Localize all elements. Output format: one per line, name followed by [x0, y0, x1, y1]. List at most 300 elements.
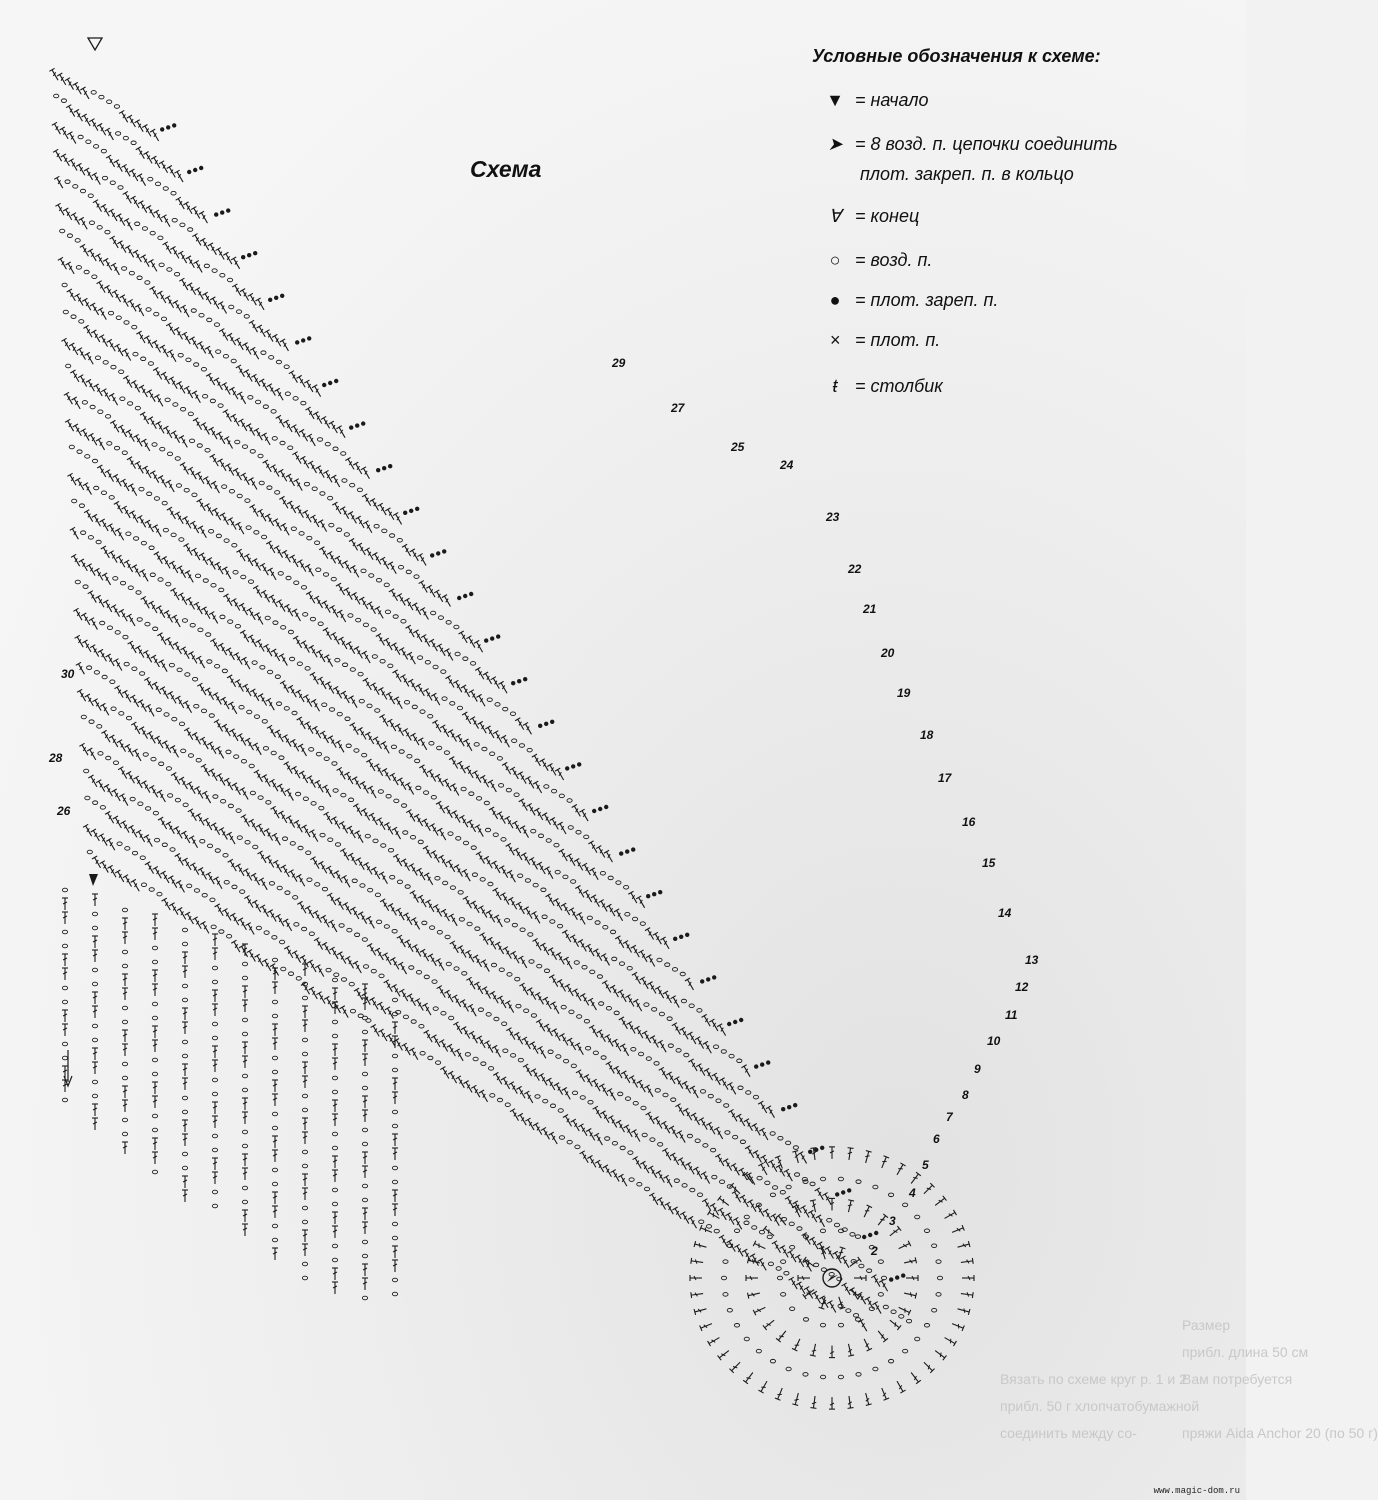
- stitch-chain: [332, 1034, 337, 1038]
- stitch-slip: [376, 468, 380, 472]
- stitch-chain: [152, 960, 157, 964]
- stitch-dc: [933, 1196, 946, 1208]
- stitch-chain: [859, 1264, 864, 1268]
- stitch-chain: [316, 568, 321, 572]
- stitch-chain: [92, 459, 97, 463]
- stitch-chain: [150, 573, 155, 577]
- stitch-chain: [559, 1136, 564, 1140]
- stitch-dc: [492, 1045, 503, 1058]
- stitch-chain: [838, 1177, 843, 1181]
- stitch-chain: [469, 792, 474, 796]
- stitch-chain: [778, 1136, 783, 1140]
- stitch-dc: [943, 1210, 956, 1221]
- stitch-chain: [150, 231, 155, 235]
- legend-sc: [820, 330, 940, 351]
- stitch-dc: [354, 831, 365, 844]
- stitch-slip: [868, 1233, 872, 1237]
- stitch-dc: [417, 554, 428, 567]
- stitch-slip: [835, 1192, 839, 1196]
- stitch-chain: [891, 1310, 896, 1314]
- stitch-chain: [65, 180, 70, 184]
- start-marker-icon: [89, 874, 98, 886]
- stitch-chain: [350, 483, 355, 487]
- stitch-chain: [361, 569, 366, 573]
- stitch-dc: [215, 747, 226, 760]
- stitch-chain: [223, 853, 228, 857]
- stitch-chain: [378, 790, 383, 794]
- stitch-dc: [590, 868, 601, 881]
- stitch-dc: [98, 308, 109, 321]
- stitch-chain: [179, 722, 184, 726]
- stitch-chain: [600, 871, 605, 875]
- stitch-chain: [227, 934, 232, 938]
- stitch-chain: [392, 998, 397, 1002]
- single-crochet-icon: ×: [829, 330, 841, 350]
- stitch-dc: [122, 932, 128, 944]
- stitch-dc: [362, 1166, 368, 1178]
- stitch-dc: [909, 1172, 921, 1185]
- stitch-chain: [194, 363, 199, 367]
- stitch-dc: [691, 1291, 704, 1299]
- stitch-dc: [903, 1257, 916, 1266]
- stitch-chain: [567, 1140, 572, 1144]
- stitch-chain: [85, 796, 90, 800]
- stitch-chain: [183, 803, 188, 807]
- stitch-chain: [482, 747, 487, 751]
- stitch-chain: [277, 886, 282, 890]
- stitch-chain: [302, 1052, 307, 1056]
- stitch-chain: [242, 962, 247, 966]
- stitch-dc: [302, 1244, 308, 1256]
- stitch-chain: [781, 1293, 786, 1297]
- stitch-chain: [156, 708, 161, 712]
- stitch-dc: [442, 595, 453, 608]
- stitch-chain: [79, 320, 84, 324]
- stitch-chain: [248, 396, 253, 400]
- stitch-chain: [178, 353, 183, 357]
- stitch-dc: [362, 1054, 368, 1066]
- stitch-chain: [212, 1022, 217, 1026]
- stitch-chain: [531, 829, 536, 833]
- stitch-chain: [506, 788, 511, 792]
- stitch-dc: [228, 702, 239, 715]
- stitch-chain: [888, 1193, 893, 1197]
- stitch-dc: [62, 1080, 68, 1092]
- stitch-chain: [122, 1118, 127, 1122]
- stitch-chain: [734, 1229, 739, 1233]
- stitch-chain: [154, 497, 159, 501]
- stitch-dc: [62, 1024, 68, 1036]
- stitch-chain: [654, 1062, 659, 1066]
- stitch-chain: [124, 662, 129, 666]
- stitch-dc: [161, 215, 172, 228]
- stitch-chain: [590, 970, 595, 974]
- stitch-chain: [435, 876, 440, 880]
- stitch-chain: [229, 305, 234, 309]
- stitch-dc: [182, 952, 188, 964]
- stitch-chain: [446, 621, 451, 625]
- stitch-dc: [332, 1282, 338, 1294]
- stitch-dc: [212, 934, 218, 946]
- stitch-dc: [242, 1154, 248, 1166]
- stitch-dc: [226, 832, 237, 845]
- stitch-chain: [272, 1126, 277, 1130]
- stitch-chain: [697, 1193, 702, 1197]
- stitch-chain: [401, 804, 406, 808]
- stitch-slip: [484, 638, 488, 642]
- stitch-dc: [242, 1210, 248, 1222]
- stitch-dc: [829, 1147, 835, 1159]
- stitch-chain: [151, 757, 156, 761]
- stitch-dc: [407, 652, 418, 665]
- stitch-dc: [292, 609, 303, 622]
- stitch-chain: [803, 1180, 808, 1184]
- stitch-chain: [355, 933, 360, 937]
- row-number: 22: [848, 562, 862, 576]
- stitch-chain: [850, 1233, 855, 1237]
- stitch-dc: [836, 1296, 845, 1309]
- stitch-chain: [152, 1128, 157, 1132]
- stitch-slip: [577, 762, 581, 766]
- stitch-dc: [577, 913, 588, 926]
- stitch-dc: [122, 1044, 128, 1056]
- stitch-chain: [254, 715, 259, 719]
- stitch-dc: [259, 878, 270, 891]
- stitch-chain: [180, 223, 185, 227]
- stitch-chain: [182, 1110, 187, 1114]
- stitch-chain: [518, 874, 523, 878]
- stitch-dc: [341, 875, 352, 888]
- stitch-chain: [310, 617, 315, 621]
- stitch-chain: [91, 91, 96, 95]
- stitch-chain: [122, 451, 127, 455]
- stitch-chain: [932, 1308, 937, 1312]
- stitch-chain: [476, 797, 481, 801]
- stitch-dc: [784, 1169, 795, 1182]
- stitch-dc: [431, 693, 442, 706]
- stitch-chain: [650, 1138, 655, 1142]
- stitch-chain: [499, 968, 504, 972]
- stitch-slip: [625, 849, 629, 853]
- stitch-dc: [827, 1301, 838, 1314]
- stitch-chain: [125, 847, 130, 851]
- stitch-chain: [232, 543, 237, 547]
- stitch-dc: [302, 1006, 308, 1018]
- stitch-chain: [936, 1260, 941, 1264]
- stitch-dc: [759, 1128, 770, 1141]
- stitch-dc: [267, 568, 278, 581]
- stitch-chain: [100, 806, 105, 810]
- stitch-chain: [167, 268, 172, 272]
- stitch-chain: [81, 715, 86, 719]
- stitch-chain: [674, 1179, 679, 1183]
- stitch-chain: [212, 1134, 217, 1138]
- stitch-dc: [302, 1174, 308, 1186]
- stitch-chain: [75, 239, 80, 243]
- stitch-chain: [220, 273, 225, 277]
- stitch-chain: [638, 1052, 643, 1056]
- stitch-chain: [122, 964, 127, 968]
- stitch-dc: [272, 1248, 278, 1260]
- stitch-dc: [392, 1134, 398, 1146]
- stitch-chain: [505, 1103, 510, 1107]
- stitch-slip: [442, 549, 446, 553]
- stitch-dc: [255, 298, 266, 311]
- stitch-chain: [424, 791, 429, 795]
- stitch-dc: [87, 748, 98, 761]
- stitch-chain: [855, 1318, 860, 1322]
- stitch-dc: [660, 937, 671, 950]
- stitch-chain: [237, 836, 242, 840]
- stitch-chain: [131, 141, 136, 145]
- stitch-dc: [746, 1275, 758, 1281]
- stitch-chain: [362, 1016, 367, 1020]
- stitch-chain: [282, 837, 287, 841]
- stitch-chain: [362, 1240, 367, 1244]
- stitch-chain: [765, 1181, 770, 1185]
- stitch-chain: [272, 1224, 277, 1228]
- stitch-chain: [132, 325, 137, 329]
- stitch-chain: [209, 529, 214, 533]
- stitch-chain: [292, 711, 297, 715]
- stitch-chain: [529, 960, 534, 964]
- stitch-chain: [123, 136, 128, 140]
- stitch-dc: [302, 1188, 308, 1200]
- stitch-chain: [194, 889, 199, 893]
- stitch-dc: [792, 1338, 803, 1351]
- stitch-chain: [284, 707, 289, 711]
- stitch-dc: [212, 1060, 218, 1072]
- stitch-dc: [424, 873, 435, 886]
- stitch-chain: [665, 963, 670, 967]
- stitch-chain: [263, 405, 268, 409]
- stitch-dc: [222, 567, 233, 580]
- stitch-chain: [275, 675, 280, 679]
- stitch-chain: [332, 762, 337, 766]
- stitch-chain: [574, 961, 579, 965]
- stitch-chain: [512, 923, 517, 927]
- stitch-chain: [431, 795, 436, 799]
- stitch-chain: [363, 965, 368, 969]
- stitch-dc: [242, 1056, 248, 1068]
- stitch-chain: [571, 880, 576, 884]
- stitch-chain: [716, 1099, 721, 1103]
- stitch-slip: [652, 892, 656, 896]
- stitch-dc: [340, 1006, 351, 1019]
- stitch-chain: [302, 1150, 307, 1154]
- stitch-dc: [479, 1090, 490, 1103]
- stitch-chain: [392, 1222, 397, 1226]
- stitch-chain: [391, 745, 396, 749]
- stitch-chain: [776, 1267, 781, 1271]
- stitch-dc: [747, 1290, 760, 1299]
- stitch-chain: [165, 398, 170, 402]
- stitch-chain: [113, 761, 118, 765]
- stitch-chain: [105, 230, 110, 234]
- stitch-chain: [385, 610, 390, 614]
- stitch-chain: [332, 1258, 337, 1262]
- stitch-chain: [407, 754, 412, 758]
- stitch-dc: [70, 527, 81, 540]
- stitch-chain: [253, 845, 258, 849]
- stitch-chain: [415, 759, 420, 763]
- stitch-chain: [275, 491, 280, 495]
- stitch-dc: [253, 743, 264, 756]
- stitch-slip: [847, 1188, 851, 1192]
- stitch-dc: [449, 914, 460, 927]
- ring-icon: ➤: [827, 134, 843, 154]
- stitch-dc: [254, 613, 265, 626]
- stitch-slip: [646, 894, 650, 898]
- stitch-chain: [137, 276, 142, 280]
- stitch-chain: [103, 361, 108, 365]
- stitch-dc: [664, 1175, 675, 1188]
- stitch-slip: [592, 809, 596, 813]
- stitch-chain: [358, 672, 363, 676]
- stitch-dc: [92, 950, 98, 962]
- stitch-chain: [915, 1215, 920, 1219]
- stitch-dc: [392, 1246, 398, 1258]
- stitch-chain: [770, 1132, 775, 1136]
- stitch-chain: [627, 966, 632, 970]
- stitch-chain: [159, 263, 164, 267]
- stitch-chain: [772, 1186, 777, 1190]
- stitch-chain: [543, 1099, 548, 1103]
- row-number: 18: [920, 728, 934, 742]
- stitch-chain: [87, 666, 92, 670]
- stitch-chain: [703, 1144, 708, 1148]
- stitch-chain: [182, 1096, 187, 1100]
- stitch-chain: [362, 1296, 367, 1300]
- stitch-slip: [727, 1022, 731, 1026]
- stitch-dc: [209, 612, 220, 625]
- stitch-chain: [445, 935, 450, 939]
- stitch-dc: [524, 1091, 535, 1104]
- stitch-slip: [517, 679, 521, 683]
- stitch-dc: [960, 1258, 973, 1266]
- stitch-slip: [199, 166, 203, 170]
- stitch-dc: [294, 479, 305, 492]
- stitch-chain: [546, 839, 551, 843]
- stitch-dc: [392, 1092, 398, 1104]
- stitch-dc: [154, 394, 165, 407]
- stitch-chain: [152, 1016, 157, 1020]
- stitch-chain: [416, 786, 421, 790]
- stitch-chain: [241, 759, 246, 763]
- stitch-dc: [718, 1348, 731, 1360]
- stitch-chain: [81, 531, 86, 535]
- stitch-chain: [307, 878, 312, 882]
- stitch-chain: [759, 1230, 764, 1234]
- stitch-chain: [484, 801, 489, 805]
- stitch-chain: [725, 1131, 730, 1135]
- stitch-chain: [341, 793, 346, 797]
- stitch-dc: [861, 1205, 872, 1218]
- stitch-chain: [490, 752, 495, 756]
- stitch-dc: [328, 920, 339, 933]
- stitch-chain: [461, 787, 466, 791]
- stitch-chain: [597, 975, 602, 979]
- stitch-dc: [242, 1224, 248, 1236]
- stitch-dc: [405, 783, 416, 796]
- row-number: 14: [998, 906, 1012, 920]
- stitch-chain: [463, 841, 468, 845]
- stitch-dc: [879, 1387, 889, 1400]
- stitch-chain: [271, 410, 276, 414]
- stitch-slip: [571, 764, 575, 768]
- stitch-chain: [236, 310, 241, 314]
- stitch-chain: [719, 1180, 724, 1184]
- stitch-chain: [92, 1038, 97, 1042]
- stitch-chain: [455, 652, 460, 656]
- stitch-chain: [141, 357, 146, 361]
- bg-text-line: соединить между со-: [1000, 1425, 1137, 1441]
- stitch-dc: [703, 1041, 714, 1054]
- stitch-chain: [708, 1094, 713, 1098]
- stitch-chain: [155, 182, 160, 186]
- stitch-dc: [106, 838, 117, 851]
- stitch-dc: [897, 1241, 910, 1252]
- stitch-chain: [610, 930, 615, 934]
- stitch-chain: [168, 794, 173, 798]
- stitch-chain: [281, 626, 286, 630]
- stitch-chain: [191, 309, 196, 313]
- stitch-chain: [490, 1094, 495, 1098]
- stitch-chain: [727, 1308, 732, 1312]
- stitch-dc: [194, 261, 205, 274]
- stitch-chain: [524, 1009, 529, 1013]
- stitch-dc: [962, 1275, 974, 1281]
- stitch-dc: [392, 827, 403, 840]
- stitch-chain: [494, 1017, 499, 1021]
- stitch-chain: [147, 492, 152, 496]
- stitch-chain: [94, 145, 99, 149]
- stitch-dc: [182, 1022, 188, 1034]
- stitch-chain: [646, 1057, 651, 1061]
- stitch-dc: [281, 523, 292, 536]
- stitch-chain: [182, 1040, 187, 1044]
- stitch-dc: [520, 826, 531, 839]
- stitch-chain: [304, 482, 309, 486]
- stitch-chain: [130, 797, 135, 801]
- end-marker-icon: [88, 38, 102, 50]
- stitch-chain: [302, 927, 307, 931]
- stitch-dc: [305, 564, 316, 577]
- stitch-dc: [62, 1010, 68, 1022]
- stitch-slip: [598, 807, 602, 811]
- slip-stitch-icon: ●: [829, 290, 841, 310]
- stitch-chain: [337, 528, 342, 532]
- stitch-chain: [309, 932, 314, 936]
- stitch-chain: [240, 890, 245, 894]
- stitch-dc: [283, 919, 294, 932]
- stitch-dc: [394, 697, 405, 710]
- stitch-slip: [280, 294, 284, 298]
- stitch-chain: [149, 888, 154, 892]
- stitch-dc: [302, 1118, 308, 1130]
- stitch-dc: [72, 397, 83, 410]
- stitch-chain: [853, 1314, 858, 1318]
- stitch-chain: [454, 625, 459, 629]
- stitch-chain: [102, 176, 107, 180]
- stitch-chain: [126, 716, 131, 720]
- stitch-chain: [936, 1293, 941, 1297]
- stitch-chain: [148, 362, 153, 366]
- stitch-chain: [392, 929, 397, 933]
- stitch-dc: [83, 483, 94, 496]
- stitch-chain: [290, 842, 295, 846]
- stitch-chain: [714, 1229, 719, 1233]
